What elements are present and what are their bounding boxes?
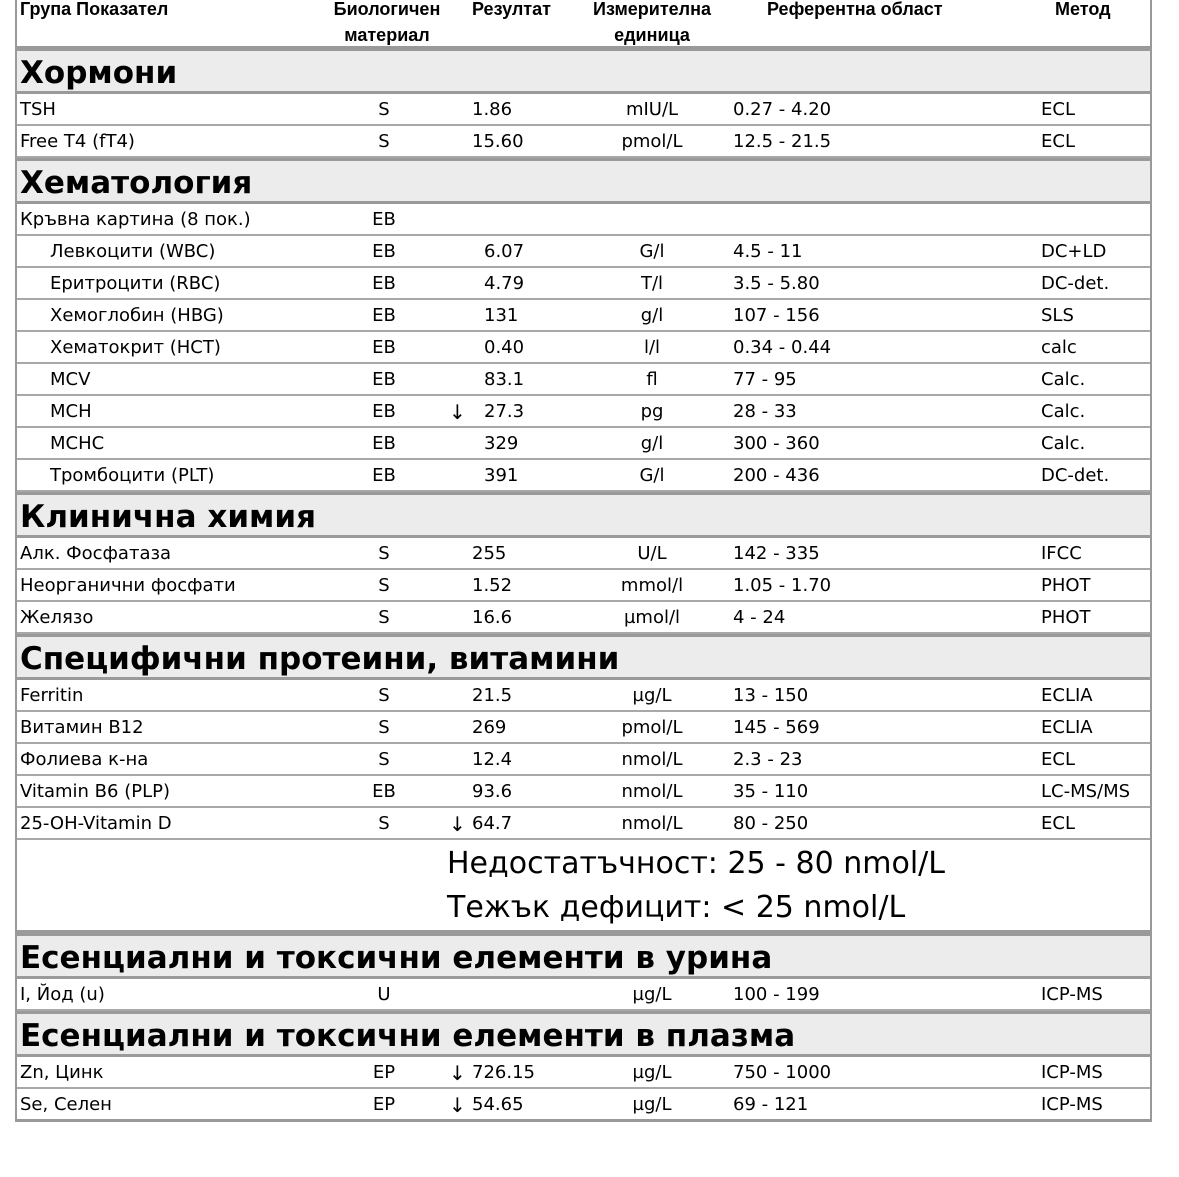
unit: nmol/L [621,813,683,834]
method: ICP-MS [1041,984,1103,1005]
table-row [17,126,1150,158]
method: Calc. [1041,433,1086,454]
reference-range: 4.5 - 11 [733,241,803,262]
unit: µg/L [632,1062,672,1083]
method: DC+LD [1041,241,1107,262]
test-name: MCV [50,369,91,390]
unit: fl [646,369,658,390]
material: EB [372,337,396,358]
reference-range: 107 - 156 [733,305,820,326]
reference-range: 77 - 95 [733,369,797,390]
method: ECL [1041,131,1075,152]
test-name: Zn, Цинк [20,1062,104,1083]
test-name: Se, Селен [20,1094,112,1115]
reference-range: 145 - 569 [733,717,820,738]
table-row [17,570,1150,602]
material: EB [372,781,396,802]
unit: nmol/L [621,781,683,802]
test-name: Желязо [20,607,94,628]
low-arrow-icon: ↓ [449,1061,466,1085]
method: DC-det. [1041,465,1110,486]
low-arrow-icon: ↓ [449,400,466,424]
method: Calc. [1041,401,1086,422]
reference-range: 200 - 436 [733,465,820,486]
table-row [17,428,1150,460]
reference-range: 69 - 121 [733,1094,809,1115]
unit: µmol/l [623,607,681,628]
unit: g/l [640,433,664,454]
unit: pg [640,401,664,422]
table-row [17,1089,1150,1122]
result-value: 12.4 [472,749,513,770]
material: S [378,575,390,596]
test-name: Алк. Фосфатаза [20,543,172,564]
test-name: Кръвна картина (8 пок.) [20,209,251,230]
table-row [17,460,1150,492]
result-value: 329 [484,433,519,454]
unit: µg/L [632,1094,672,1115]
method: ICP-MS [1041,1094,1103,1115]
reference-range: 3.5 - 5.80 [733,273,820,294]
section-title: Хематология [15,158,1152,204]
reference-range: 12.5 - 21.5 [733,131,832,152]
reference-range: 28 - 33 [733,401,797,422]
header-method: Метод [1055,0,1111,19]
reference-note [17,840,1150,933]
test-name: MCH [50,401,92,422]
material: EB [372,273,396,294]
material: S [378,717,390,738]
header-name: Група Показател [20,0,169,19]
material: S [378,749,390,770]
material: EB [372,209,396,230]
result-value: 21.5 [472,685,513,706]
material: S [378,99,390,120]
result-value: 0.40 [484,337,525,358]
section-title: Клинична химия [15,492,1152,538]
method: ECLIA [1041,717,1093,738]
table-row [17,979,1150,1011]
reference-range: 1.05 - 1.70 [733,575,832,596]
result-value: 131 [484,305,519,326]
table-row [17,396,1150,428]
material: EB [372,401,396,422]
unit: G/l [639,241,665,262]
unit: T/l [640,273,664,294]
material: S [378,131,390,152]
test-name: Хематокрит (HCT) [50,337,221,358]
unit: pmol/L [621,131,683,152]
test-name: Тромбоцити (PLT) [50,465,215,486]
result-value: 54.65 [472,1094,524,1115]
header-result: Резултат [472,0,551,19]
result-value: 64.7 [472,813,513,834]
header-material: Биологичен материал [333,0,441,45]
reference-range: 13 - 150 [733,685,809,706]
unit: nmol/L [621,749,683,770]
material: EP [372,1094,396,1115]
low-arrow-icon: ↓ [449,1093,466,1117]
unit: µg/L [632,685,672,706]
method: PHOT [1041,607,1091,628]
test-name: Free T4 (fT4) [20,131,135,152]
table-row [17,680,1150,712]
table-row [17,538,1150,570]
method: PHOT [1041,575,1091,596]
reference-range: 0.27 - 4.20 [733,99,832,120]
method: ECL [1041,813,1075,834]
material: EB [372,241,396,262]
result-value: 1.86 [472,99,513,120]
material: EB [372,465,396,486]
table-row [17,204,1150,236]
header-reference: Референтна област [767,0,943,19]
unit: U/L [637,543,667,564]
method: calc [1041,337,1077,358]
result-value: 6.07 [484,241,525,262]
result-value: 83.1 [484,369,525,390]
reference-range: 2.3 - 23 [733,749,803,770]
table-row [17,808,1150,840]
table-row [17,300,1150,332]
test-name: I, Йод (u) [20,984,105,1005]
test-name: TSH [20,99,56,120]
table-header [17,0,1150,48]
material: EB [372,433,396,454]
result-value: 255 [472,543,507,564]
material: U [377,984,391,1005]
material: S [378,813,390,834]
result-value: 269 [472,717,507,738]
table-row [17,602,1150,634]
unit: G/l [639,465,665,486]
test-name: Левкоцити (WBC) [50,241,216,262]
method: ICP-MS [1041,1062,1103,1083]
unit: µg/L [632,984,672,1005]
test-name: MCHC [50,433,105,454]
test-name: 25-OH-Vitamin D [20,813,172,834]
reference-range: 142 - 335 [733,543,820,564]
method: ECLIA [1041,685,1093,706]
table-row [17,744,1150,776]
test-name: Неорганични фосфати [20,575,236,596]
section-title: Есенциални и токсични елементи в плазма [15,1011,1152,1057]
unit: mmol/l [620,575,684,596]
test-name: Vitamin B6 (PLP) [20,781,170,802]
result-value: 1.52 [472,575,513,596]
note-line: Недостатъчност: 25 - 80 nmol/L [447,846,945,881]
result-value: 726.15 [472,1062,535,1083]
section-title: Хормони [15,48,1152,94]
low-arrow-icon: ↓ [449,812,466,836]
result-value: 4.79 [484,273,525,294]
result-value: 15.60 [472,131,524,152]
note-line: Тежък дефицит: < 25 nmol/L [447,890,906,925]
method: IFCC [1041,543,1082,564]
unit: l/l [643,337,661,358]
table-row [17,236,1150,268]
reference-range: 300 - 360 [733,433,820,454]
table-row [17,332,1150,364]
table-row [17,94,1150,126]
result-value: 16.6 [472,607,513,628]
method: Calc. [1041,369,1086,390]
result-value: 391 [484,465,519,486]
table-row [17,776,1150,808]
reference-range: 0.34 - 0.44 [733,337,832,358]
material: S [378,607,390,628]
material: EB [372,369,396,390]
result-value: 93.6 [472,781,513,802]
method: SLS [1041,305,1074,326]
test-name: Еритроцити (RBC) [50,273,221,294]
table-row [17,1057,1150,1089]
material: EB [372,305,396,326]
result-value: 27.3 [484,401,525,422]
material: S [378,543,390,564]
unit: pmol/L [621,717,683,738]
test-name: Фолиева к-на [20,749,149,770]
method: LC-MS/MS [1041,781,1131,802]
unit: g/l [640,305,664,326]
section-title: Специфични протеини, витамини [15,634,1152,680]
material: EP [372,1062,396,1083]
unit: mIU/L [625,99,679,120]
method: ECL [1041,749,1075,770]
results-table [15,0,1152,1122]
section-title: Есенциални и токсични елементи в урина [15,933,1152,979]
reference-range: 80 - 250 [733,813,809,834]
test-name: Витамин B12 [20,717,144,738]
test-name: Хемоглобин (HBG) [50,305,224,326]
table-row [17,364,1150,396]
method: ECL [1041,99,1075,120]
reference-range: 35 - 110 [733,781,809,802]
reference-range: 4 - 24 [733,607,786,628]
table-row [17,268,1150,300]
method: DC-det. [1041,273,1110,294]
reference-range: 750 - 1000 [733,1062,832,1083]
header-unit: Измерителна единица [593,0,711,45]
test-name: Ferritin [20,685,84,706]
table-row [17,712,1150,744]
material: S [378,685,390,706]
reference-range: 100 - 199 [733,984,820,1005]
